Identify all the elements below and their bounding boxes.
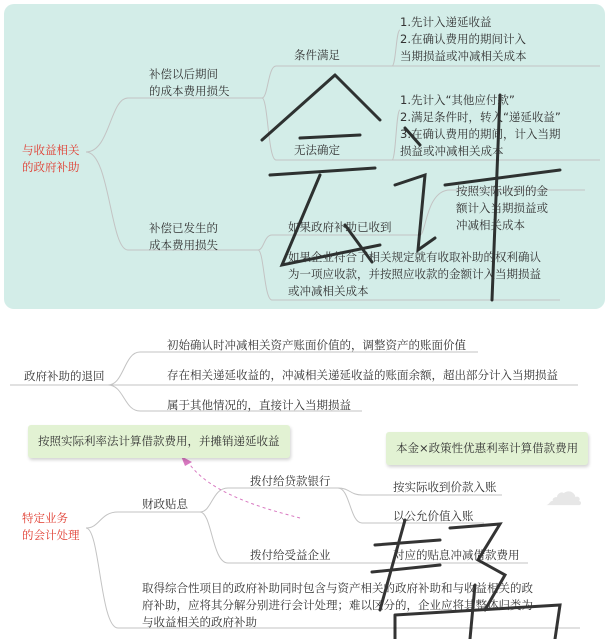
bank-option-actual: 按实际收到价款入账 [393, 480, 497, 494]
subsidy-return-root: 政府补助的退回 [24, 369, 105, 383]
income-related-subsidy-root: 与收益相关 的政府补助 [22, 143, 80, 174]
return-item-other: 属于其他情况的，直接计入当期损益 [167, 398, 351, 412]
condition-uncertain-detail: 1.先计入“其他应付款” 2.满足条件时，转入“递延收益” 3.在确认费用的期间，计入当期 损益或冲减相关成本 [400, 93, 561, 158]
callout-effective-rate: 按照实际利率法计算借款费用，并摊销递延收益 [28, 425, 290, 458]
subsidy-received: 如果政府补助已收到 [288, 220, 392, 234]
svg-text:☁: ☁ [545, 470, 583, 514]
condition-met: 条件满足 [294, 48, 340, 62]
subsidy-receivable: 如果企业符合了相关规定就有收取补助的权利确认 为一项应收款，并按照应收款的金额计入当期损益 或冲减相关成本 [288, 250, 541, 298]
branch-past-costs: 补偿已发生的 成本费用损失 [149, 221, 218, 252]
interest-subsidy: 财政贴息 [142, 497, 188, 511]
condition-uncertain: 无法确定 [294, 143, 340, 157]
enterprise-detail: 对应的贴息冲减借款费用 [393, 548, 520, 562]
bank-option-fair-value: 以公允价值入账 [393, 509, 474, 523]
callout-policy-rate: 本金×政策性优惠利率计算借款费用 [386, 432, 588, 465]
composite-subsidy: 取得综合性项目的政府补助同时包含与资产相关的政府补助和与收益相关的政 府补助，应将其分解分别进行会计处理；难以区分的，企业应将其整体归类为 与收益相关的政府补助 [142, 581, 533, 629]
subsidy-received-detail: 按照实际收到的金 额计入当期损益或 冲减相关成本 [456, 184, 548, 232]
return-item-deferred: 存在相关递延收益的，冲减相关递延收益的账面余额，超出部分计入当期损益 [167, 368, 558, 382]
branch-future-costs: 补偿以后期间 的成本费用损失 [149, 67, 230, 98]
paid-to-bank: 拨付给贷款银行 [250, 474, 331, 488]
condition-met-detail: 1.先计入递延收益 2.在确认费用的期间计入 当期损益或冲减相关成本 [400, 15, 527, 63]
paid-to-enterprise: 拨付给受益企业 [250, 548, 331, 562]
return-item-asset: 初始确认时冲减相关资产账面价值的，调整资产的账面价值 [167, 338, 466, 352]
special-business-root: 特定业务 的会计处理 [22, 511, 80, 542]
